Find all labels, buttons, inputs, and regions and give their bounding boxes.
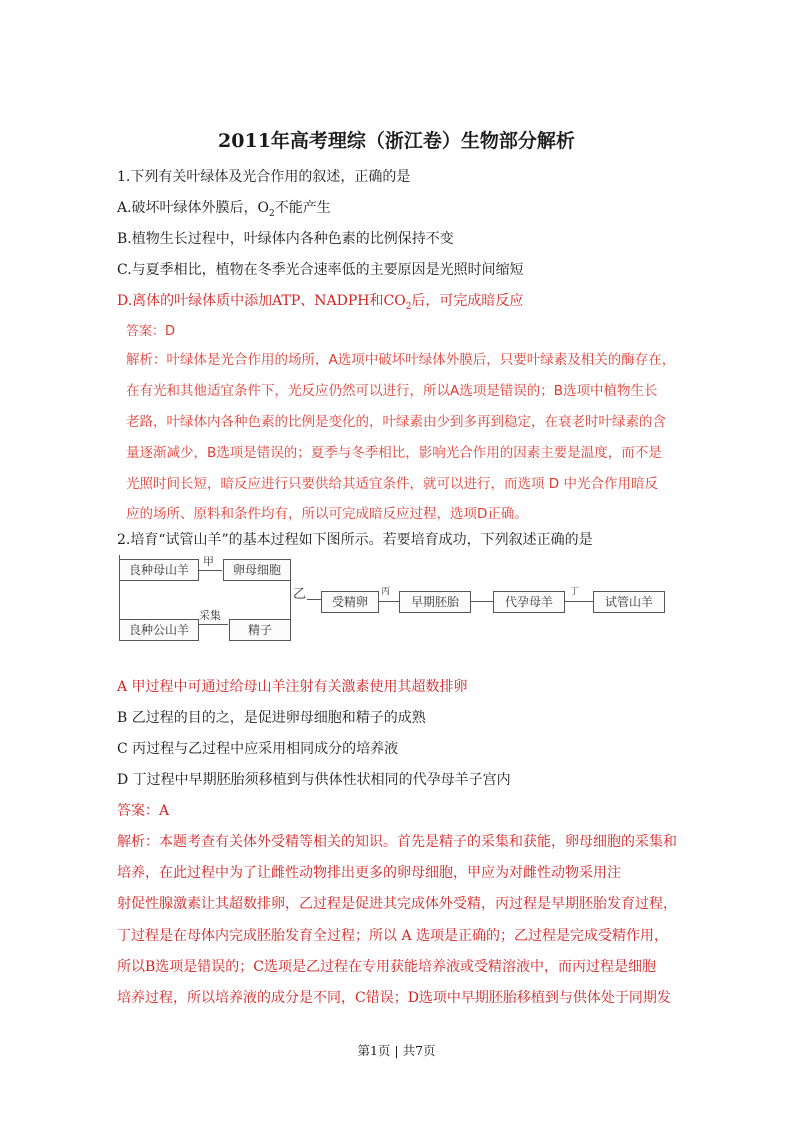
q1-option-c: C.与夏季相比，植物在冬季光合速率低的主要原因是光照时间缩短 — [117, 262, 524, 278]
q2-explanation-line: 培养过程，所以培养液的成分是不同，C错误；D选项中早期胚胎移植到与供体处于同期发 — [117, 990, 671, 1006]
page-title: 2011年高考理综（浙江卷）生物部分解析 — [218, 130, 575, 152]
q1-explanation-line: 光照时间长短，暗反应进行只要供给其适宜条件，就可以进行，而选项 D 中光合作用暗反 — [126, 476, 658, 492]
join-line — [290, 570, 291, 631]
box-surrogate: 代孕母羊 — [493, 591, 565, 613]
ivf-process-diagram — [117, 551, 677, 643]
q2-explanation-line: 解析：本题考查有关体外受精等相关的知识。首先是精子的采集和获能，卵母细胞的采集和 — [117, 834, 677, 850]
q2-stem: 2.培育“试管山羊”的基本过程如下图所示。若要培育成功，下列叙述正确的是 — [117, 532, 593, 548]
q2-option-c: C 丙过程与乙过程中应采用相同成分的培养液 — [117, 741, 399, 757]
box-male-goat: 良种公山羊 — [119, 619, 199, 641]
q1-option-a-sub: 2 — [269, 208, 275, 219]
q1-option-a — [117, 197, 331, 219]
q1-option-b: B.植物生长过程中，叶绿体内各种色素的比例保持不变 — [117, 231, 454, 247]
step-label-yi: 乙 — [293, 587, 307, 602]
q2-explanation-line: 所以B选项是错误的；C选项是乙过程在专用获能培养液或受精溶液中，而丙过程是细胞 — [117, 959, 656, 975]
box-zygote: 受精卵 — [321, 591, 379, 613]
q1-explanation-line: 量逐渐减少，B选项是错误的；夏季与冬季相比，影响光合作用的因素主要是温度，而不是 — [126, 445, 662, 461]
q1-explanation-line: 解析：叶绿体是光合作用的场所，A选项中破坏叶绿体外膜后，只要叶绿素及相关的酶存在， — [126, 352, 676, 368]
q2-option-a: A 甲过程中可通过给母山羊注射有关激素使用其超数排卵 — [117, 679, 468, 695]
box-female-goat: 良种母山羊 — [119, 559, 199, 581]
box-early-embryo: 早期胚胎 — [399, 591, 471, 613]
q1-explanation-line: 老路，叶绿体内各种色素的比例是变化的，叶绿素由少到多再到稳定，在衰老时叶绿素的含 — [126, 414, 666, 430]
q1-option-d-text: D.离体的叶绿体质中添加ATP、NADPH和CO — [117, 293, 406, 309]
arrow-line — [198, 624, 228, 625]
arrow-line — [565, 601, 593, 602]
q2-explanation-line: 丁过程是在母体内完成胚胎发育全过程；所以 A 选项是正确的；乙过程是完成受精作用， — [117, 928, 669, 944]
step-label-bing: 丙 — [381, 587, 391, 597]
step-label-jia: 甲 — [203, 555, 214, 568]
arrow-line — [198, 570, 222, 571]
q1-answer: 答案：D — [126, 324, 176, 339]
page-footer: 第1页 | 共7页 — [357, 1043, 436, 1058]
q1-stem: 1.下列有关叶绿体及光合作用的叙述，正确的是 — [117, 169, 411, 185]
arrow-line — [471, 601, 493, 602]
q1-option-d — [117, 290, 523, 312]
q1-option-a-text: A.破坏叶绿体外膜后，O — [117, 200, 270, 216]
arrow-line — [307, 599, 321, 600]
arrow-line — [379, 601, 399, 602]
box-test-tube-goat: 试管山羊 — [593, 591, 665, 613]
box-sperm: 精子 — [229, 619, 291, 641]
step-label-collect: 采集 — [199, 609, 221, 622]
q2-option-b: B 乙过程的目的之，是促进卵母细胞和精子的成熟 — [117, 710, 426, 726]
q2-explanation-line: 射促性腺激素让其超数排卵，乙过程是促进其完成体外受精，丙过程是早期胚胎发育过程， — [117, 896, 677, 912]
q2-answer: 答案：A — [117, 803, 170, 819]
step-label-ding: 丁 — [570, 587, 580, 597]
q1-option-a-tail: 不能产生 — [274, 200, 331, 216]
q2-explanation-line: 培养，在此过程中为了让雌性动物排出更多的卵母细胞，甲应为对雌性动物采用注 — [117, 865, 621, 881]
q1-explanation-line: 应的场所、原料和条件均有，所以可完成暗反应过程，选项D正确。 — [126, 506, 528, 522]
q1-explanation-line: 在有光和其他适宜条件下，光反应仍然可以进行，所以A选项是错误的；B选项中植物生长 — [126, 383, 658, 399]
q1-option-d-sub: 2 — [405, 301, 412, 312]
box-egg-cell: 卵母细胞 — [223, 559, 291, 581]
q2-option-d: D 丁过程中早期胚胎须移植到与供体性状相同的代孕母羊子宫内 — [117, 772, 511, 788]
q1-option-d-tail: 后，可完成暗反应 — [411, 293, 524, 309]
